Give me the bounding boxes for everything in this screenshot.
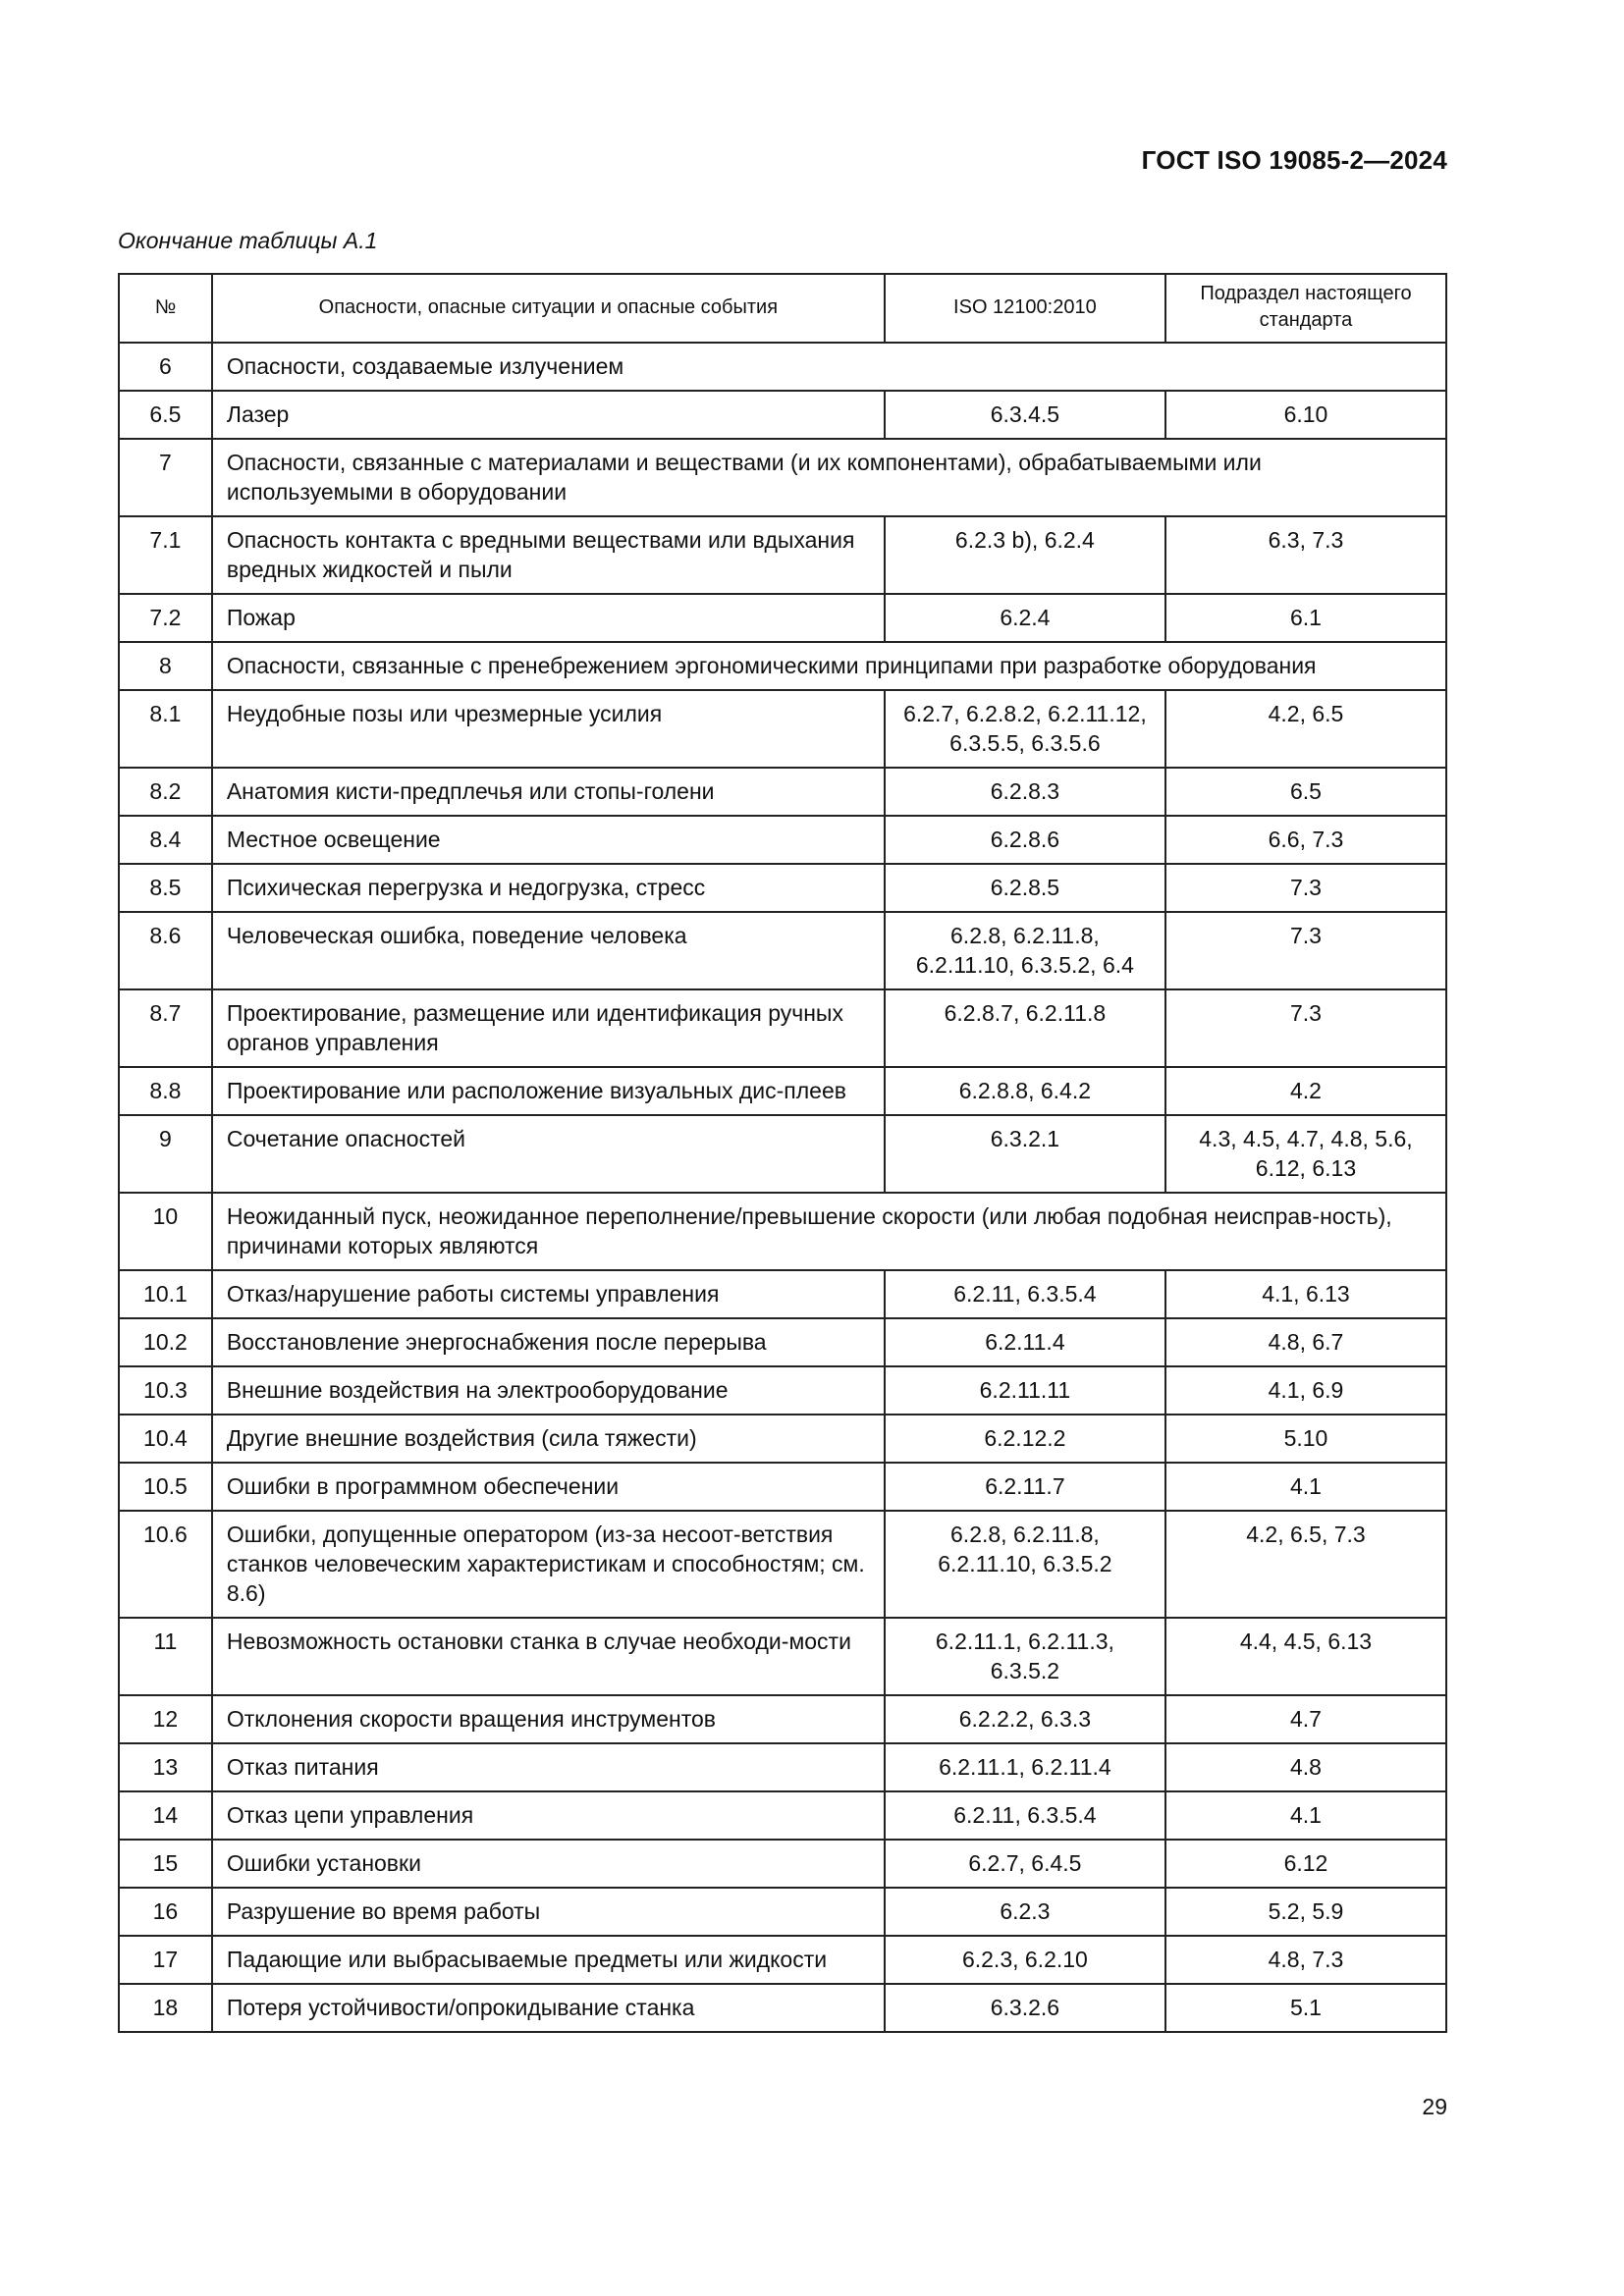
row-number-cell: 10 [119, 1193, 212, 1270]
table-row [119, 1791, 1446, 1840]
hazard-description-cell: Отказ/нарушение работы системы управления [212, 1270, 885, 1318]
row-number-cell: 8.7 [119, 989, 212, 1067]
iso-reference-cell: 6.2.3 b), 6.2.4 [885, 516, 1165, 594]
iso-reference-cell: 6.2.8, 6.2.11.8, 6.2.11.10, 6.3.5.2 [885, 1511, 1165, 1618]
subsection-cell: 4.3, 4.5, 4.7, 4.8, 5.6, 6.12, 6.13 [1165, 1115, 1446, 1193]
hazard-description-cell: Невозможность остановки станка в случае необходи-мости [212, 1618, 885, 1695]
iso-reference-cell: 6.2.11.11 [885, 1366, 1165, 1415]
table-row [119, 989, 1446, 1067]
table-row [119, 1888, 1446, 1936]
hazard-description-cell: Восстановление энергоснабжения после перерыва [212, 1318, 885, 1366]
column-header-iso: ISO 12100:2010 [885, 274, 1165, 343]
row-number-cell: 6 [119, 343, 212, 391]
row-number-cell: 8.4 [119, 816, 212, 864]
hazard-description-cell: Проектирование или расположение визуальных дис-плеев [212, 1067, 885, 1115]
table-section-row [119, 343, 1446, 391]
column-header-hazards: Опасности, опасные ситуации и опасные события [212, 274, 885, 343]
table-row [119, 864, 1446, 912]
section-description-cell: Опасности, связанные с материалами и веществами (и их компонентами), обрабатываемыми или используемыми в оборудовании [212, 439, 1446, 516]
row-number-cell: 8.1 [119, 690, 212, 768]
row-number-cell: 7.2 [119, 594, 212, 642]
row-number-cell: 11 [119, 1618, 212, 1695]
section-description-cell: Опасности, связанные с пренебрежением эргономическими принципами при разработке оборудования [212, 642, 1446, 690]
iso-reference-cell: 6.2.7, 6.4.5 [885, 1840, 1165, 1888]
iso-reference-cell: 6.2.11, 6.3.5.4 [885, 1791, 1165, 1840]
subsection-cell: 6.5 [1165, 768, 1446, 816]
table-row [119, 1840, 1446, 1888]
column-header-subsection: Подраздел настоящего стандарта [1165, 274, 1446, 343]
hazard-description-cell: Человеческая ошибка, поведение человека [212, 912, 885, 989]
row-number-cell: 18 [119, 1984, 212, 2032]
hazard-description-cell: Анатомия кисти-предплечья или стопы-голени [212, 768, 885, 816]
iso-reference-cell: 6.3.2.6 [885, 1984, 1165, 2032]
hazard-description-cell: Отклонения скорости вращения инструментов [212, 1695, 885, 1743]
table-row [119, 1936, 1446, 1984]
subsection-cell: 6.1 [1165, 594, 1446, 642]
row-number-cell: 6.5 [119, 391, 212, 439]
hazard-description-cell: Ошибки в программном обеспечении [212, 1463, 885, 1511]
iso-reference-cell: 6.2.8.6 [885, 816, 1165, 864]
iso-reference-cell: 6.2.3 [885, 1888, 1165, 1936]
table-row [119, 1115, 1446, 1193]
table-caption: Окончание таблицы А.1 [118, 228, 378, 253]
table-row [119, 912, 1446, 989]
row-number-cell: 8.8 [119, 1067, 212, 1115]
subsection-cell: 4.8, 7.3 [1165, 1936, 1446, 1984]
row-number-cell: 10.6 [119, 1511, 212, 1618]
table-row [119, 1318, 1446, 1366]
row-number-cell: 16 [119, 1888, 212, 1936]
row-number-cell: 8.5 [119, 864, 212, 912]
iso-reference-cell: 6.2.8.3 [885, 768, 1165, 816]
hazard-description-cell: Ошибки, допущенные оператором (из-за несоот-ветствия станков человеческим характеристикам и способностям; см. 8.6) [212, 1511, 885, 1618]
row-number-cell: 10.2 [119, 1318, 212, 1366]
column-header-number: № [119, 274, 212, 343]
iso-reference-cell: 6.2.12.2 [885, 1415, 1165, 1463]
table-section-row [119, 642, 1446, 690]
subsection-cell: 5.1 [1165, 1984, 1446, 2032]
table-row [119, 1618, 1446, 1695]
hazard-description-cell: Другие внешние воздействия (сила тяжести) [212, 1415, 885, 1463]
hazard-description-cell: Внешние воздействия на электрооборудование [212, 1366, 885, 1415]
subsection-cell: 4.8 [1165, 1743, 1446, 1791]
hazard-description-cell: Отказ цепи управления [212, 1791, 885, 1840]
row-number-cell: 9 [119, 1115, 212, 1193]
subsection-cell: 4.2 [1165, 1067, 1446, 1115]
row-number-cell: 10.5 [119, 1463, 212, 1511]
hazard-description-cell: Разрушение во время работы [212, 1888, 885, 1936]
row-number-cell: 7.1 [119, 516, 212, 594]
document-code: ГОСТ ISO 19085-2—2024 [1141, 145, 1447, 175]
row-number-cell: 8.2 [119, 768, 212, 816]
table-row [119, 516, 1446, 594]
subsection-cell: 4.8, 6.7 [1165, 1318, 1446, 1366]
row-number-cell: 8.6 [119, 912, 212, 989]
iso-reference-cell: 6.2.11.1, 6.2.11.4 [885, 1743, 1165, 1791]
table-row [119, 1743, 1446, 1791]
table-row [119, 1984, 1446, 2032]
subsection-cell: 7.3 [1165, 864, 1446, 912]
row-number-cell: 7 [119, 439, 212, 516]
iso-reference-cell: 6.2.8, 6.2.11.8, 6.2.11.10, 6.3.5.2, 6.4 [885, 912, 1165, 989]
row-number-cell: 13 [119, 1743, 212, 1791]
subsection-cell: 4.7 [1165, 1695, 1446, 1743]
subsection-cell: 4.1, 6.9 [1165, 1366, 1446, 1415]
hazard-description-cell: Падающие или выбрасываемые предметы или жидкости [212, 1936, 885, 1984]
subsection-cell: 4.1 [1165, 1463, 1446, 1511]
row-number-cell: 8 [119, 642, 212, 690]
table-section-row [119, 439, 1446, 516]
iso-reference-cell: 6.2.11.4 [885, 1318, 1165, 1366]
table-body [119, 343, 1446, 2032]
row-number-cell: 10.1 [119, 1270, 212, 1318]
subsection-cell: 5.10 [1165, 1415, 1446, 1463]
hazard-description-cell: Опасность контакта с вредными веществами или вдыхания вредных жидкостей и пыли [212, 516, 885, 594]
section-description-cell: Неожиданный пуск, неожиданное переполнение/превышение скорости (или любая подобная неисправ-ность), причинами которых являются [212, 1193, 1446, 1270]
iso-reference-cell: 6.2.7, 6.2.8.2, 6.2.11.12, 6.3.5.5, 6.3.5.6 [885, 690, 1165, 768]
hazard-description-cell: Сочетание опасностей [212, 1115, 885, 1193]
subsection-cell: 6.10 [1165, 391, 1446, 439]
hazard-description-cell: Психическая перегрузка и недогрузка, стресс [212, 864, 885, 912]
hazard-description-cell: Проектирование, размещение или идентификация ручных органов управления [212, 989, 885, 1067]
iso-reference-cell: 6.2.11.1, 6.2.11.3, 6.3.5.2 [885, 1618, 1165, 1695]
subsection-cell: 4.4, 4.5, 6.13 [1165, 1618, 1446, 1695]
iso-reference-cell: 6.2.11.7 [885, 1463, 1165, 1511]
subsection-cell: 7.3 [1165, 989, 1446, 1067]
table-row [119, 1463, 1446, 1511]
row-number-cell: 12 [119, 1695, 212, 1743]
table-row [119, 594, 1446, 642]
row-number-cell: 10.3 [119, 1366, 212, 1415]
hazard-description-cell: Потеря устойчивости/опрокидывание станка [212, 1984, 885, 2032]
row-number-cell: 14 [119, 1791, 212, 1840]
table-row [119, 1511, 1446, 1618]
iso-reference-cell: 6.3.2.1 [885, 1115, 1165, 1193]
hazard-description-cell: Пожар [212, 594, 885, 642]
subsection-cell: 7.3 [1165, 912, 1446, 989]
row-number-cell: 15 [119, 1840, 212, 1888]
iso-reference-cell: 6.2.4 [885, 594, 1165, 642]
iso-reference-cell: 6.2.8.8, 6.4.2 [885, 1067, 1165, 1115]
hazard-description-cell: Неудобные позы или чрезмерные усилия [212, 690, 885, 768]
subsection-cell: 6.6, 7.3 [1165, 816, 1446, 864]
subsection-cell: 4.2, 6.5, 7.3 [1165, 1511, 1446, 1618]
table-row [119, 1366, 1446, 1415]
row-number-cell: 10.4 [119, 1415, 212, 1463]
hazard-description-cell: Отказ питания [212, 1743, 885, 1791]
table-row [119, 1270, 1446, 1318]
iso-reference-cell: 6.2.3, 6.2.10 [885, 1936, 1165, 1984]
hazard-description-cell: Ошибки установки [212, 1840, 885, 1888]
subsection-cell: 4.2, 6.5 [1165, 690, 1446, 768]
table-section-row [119, 1193, 1446, 1270]
table-row [119, 1067, 1446, 1115]
table-row [119, 1695, 1446, 1743]
iso-reference-cell: 6.2.8.5 [885, 864, 1165, 912]
table-row [119, 391, 1446, 439]
hazard-description-cell: Местное освещение [212, 816, 885, 864]
row-number-cell: 17 [119, 1936, 212, 1984]
table-row [119, 768, 1446, 816]
subsection-cell: 6.12 [1165, 1840, 1446, 1888]
hazard-description-cell: Лазер [212, 391, 885, 439]
page-number: 29 [1422, 2094, 1447, 2119]
iso-reference-cell: 6.2.2.2, 6.3.3 [885, 1695, 1165, 1743]
table-header-row [119, 274, 1446, 343]
iso-reference-cell: 6.2.8.7, 6.2.11.8 [885, 989, 1165, 1067]
iso-reference-cell: 6.3.4.5 [885, 391, 1165, 439]
iso-reference-cell: 6.2.11, 6.3.5.4 [885, 1270, 1165, 1318]
section-description-cell: Опасности, создаваемые излучением [212, 343, 1446, 391]
subsection-cell: 4.1 [1165, 1791, 1446, 1840]
subsection-cell: 4.1, 6.13 [1165, 1270, 1446, 1318]
subsection-cell: 6.3, 7.3 [1165, 516, 1446, 594]
subsection-cell: 5.2, 5.9 [1165, 1888, 1446, 1936]
table-row [119, 816, 1446, 864]
hazards-table [118, 273, 1447, 2033]
table-row [119, 690, 1446, 768]
table-row [119, 1415, 1446, 1463]
